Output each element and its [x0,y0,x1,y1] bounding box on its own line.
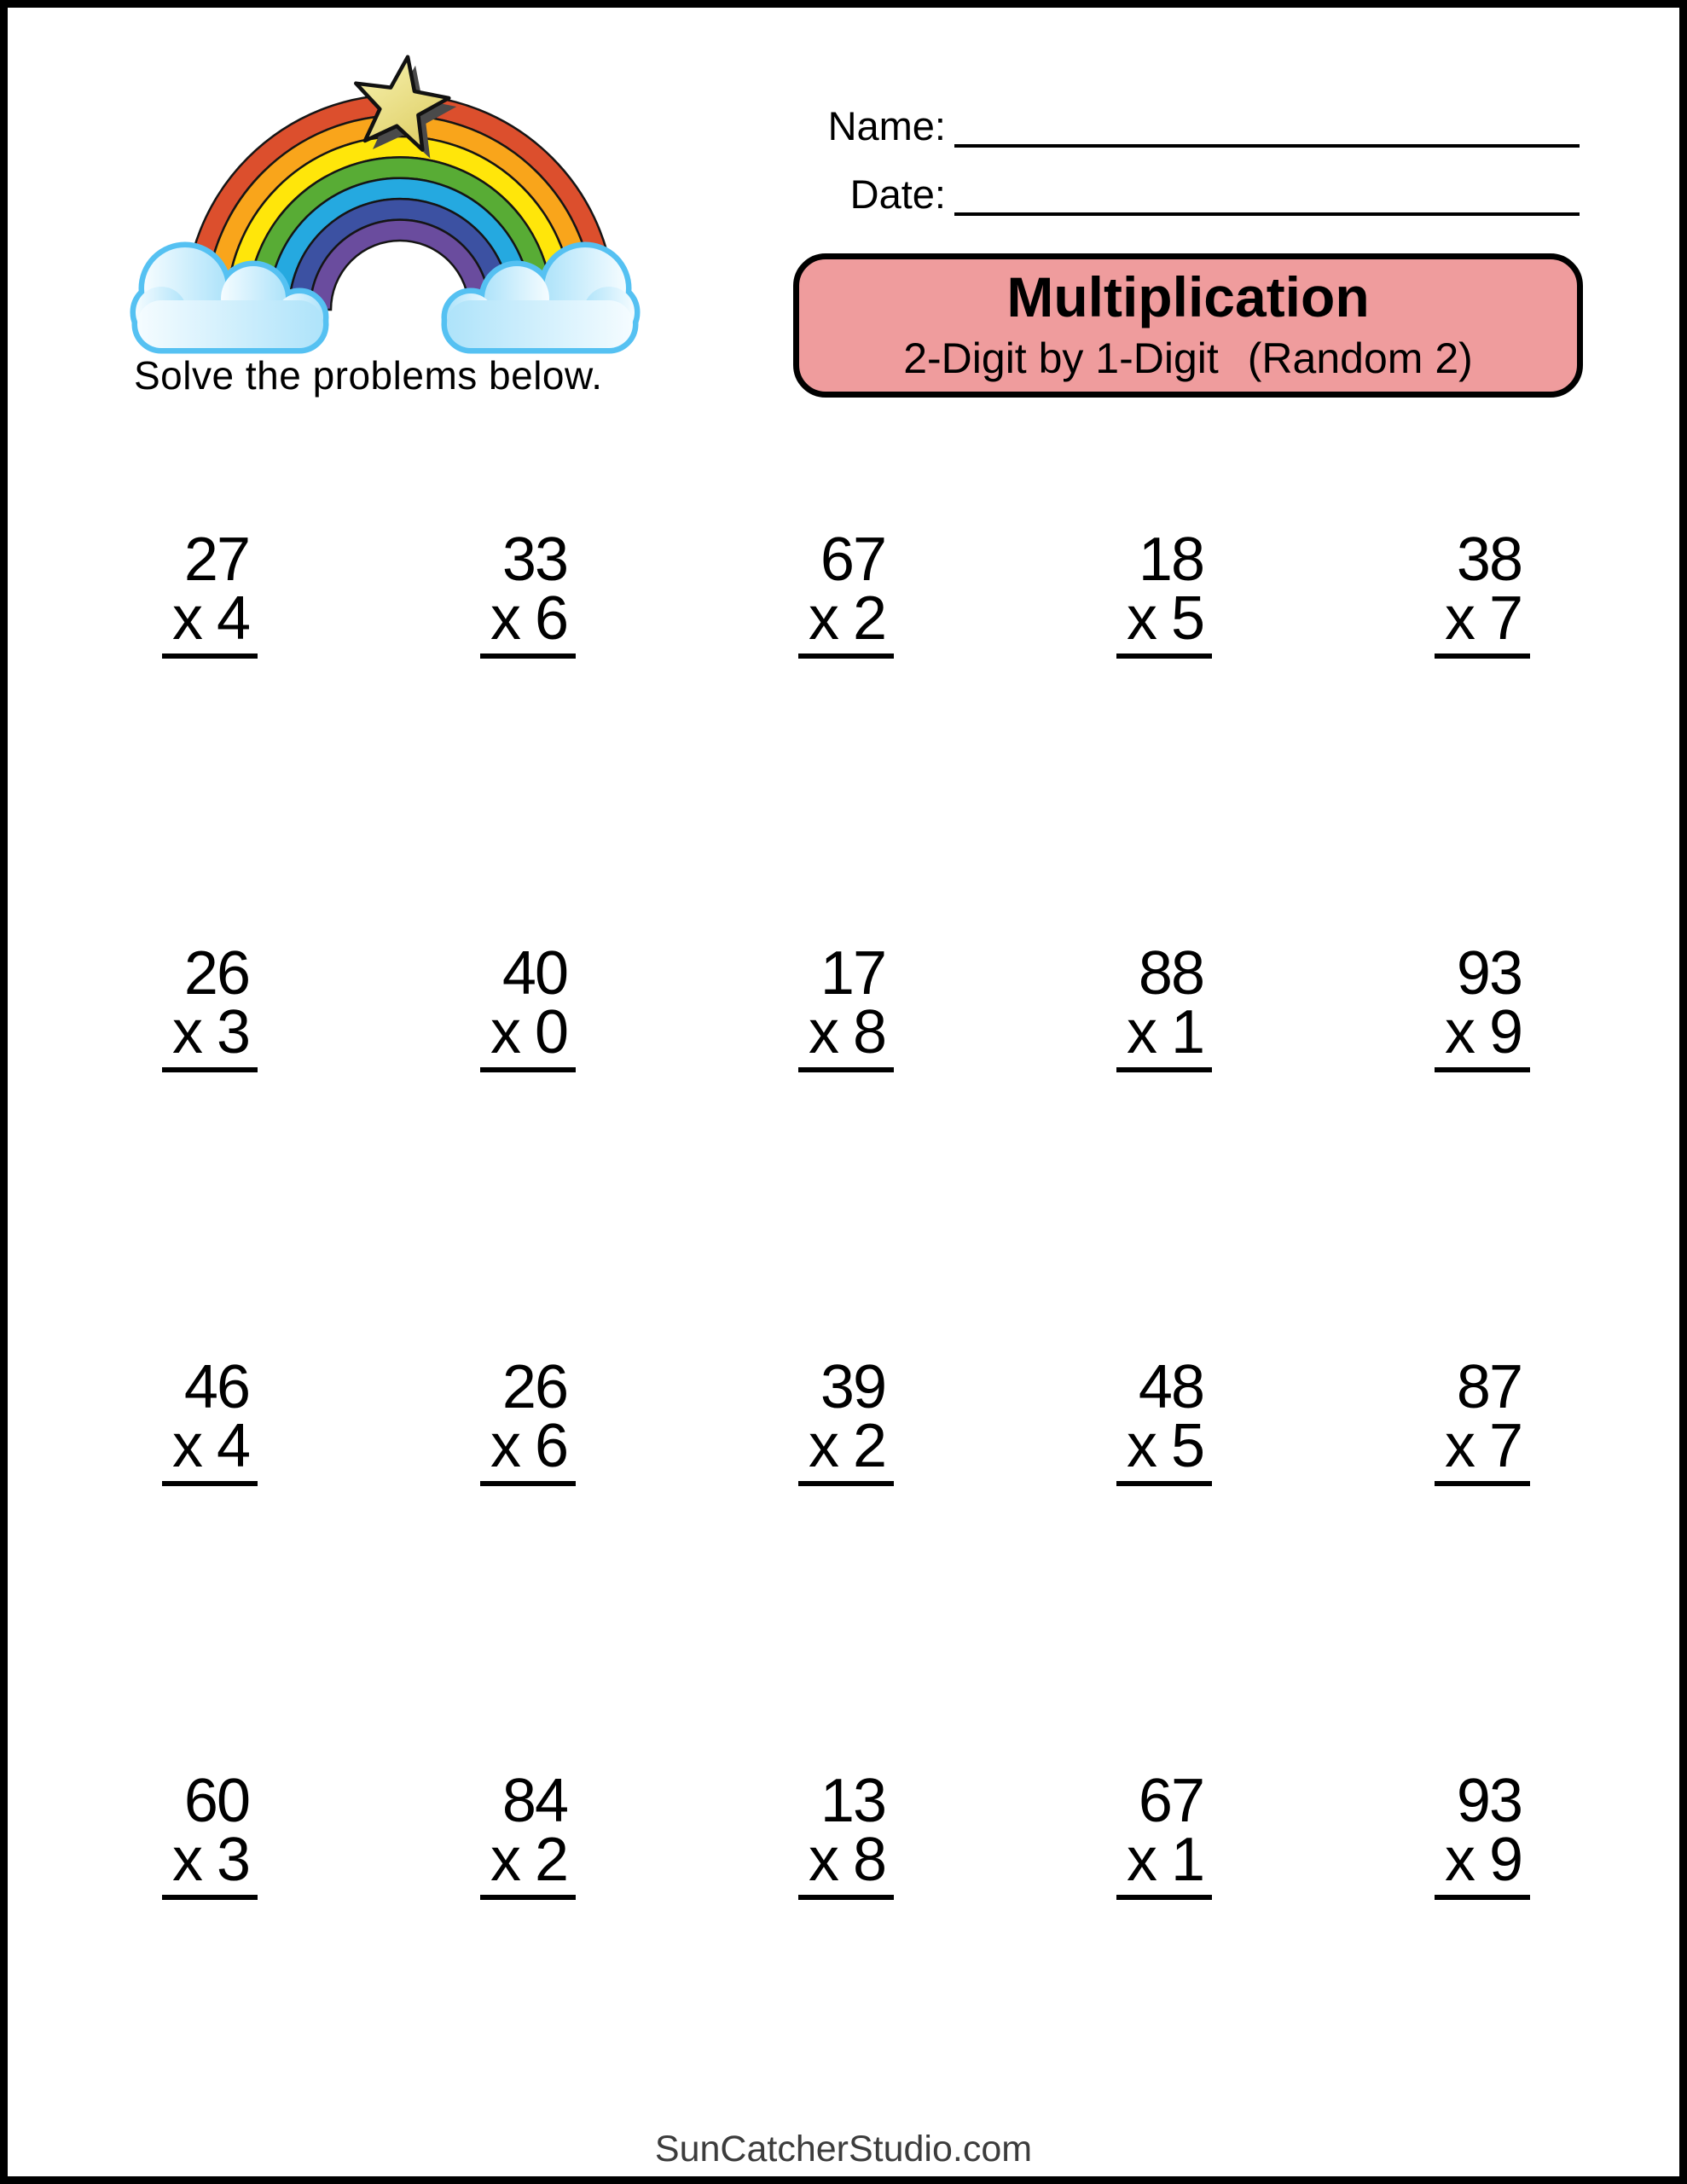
answer-line [162,1895,258,1900]
multiplier: 6 [534,1412,567,1480]
footer-site-text: SunCatcherStudio.com [654,2129,1033,2169]
multiplicand: 84 [501,1767,567,1835]
multiplier: 6 [534,584,567,653]
problem-2 [480,526,712,944]
header-fields [818,103,1580,216]
multiply-sign: x [1444,998,1474,1066]
problem-14 [1116,1353,1348,1772]
multiplier-row [1126,998,1203,1066]
problems-grid [76,526,1667,2184]
multiply-sign: x [171,998,201,1066]
rainbow-illustration [110,46,656,404]
multiplier: 8 [852,1826,885,1894]
problem-6 [162,939,394,1358]
subtitle-text: 2-Digit by 1-Digit [903,334,1219,382]
multiplier-row [1444,998,1522,1066]
multiply-sign: x [1444,1826,1474,1894]
multiplicand: 48 [1138,1353,1203,1421]
multiplier-row [1126,584,1203,653]
answer-line [1435,1481,1530,1486]
answer-line [1116,1481,1212,1486]
worksheet-title: Multiplication [1006,265,1370,328]
multiplicand: 87 [1456,1353,1522,1421]
multiply-sign: x [808,1826,838,1894]
problem-7 [480,939,712,1358]
problem-17 [480,1767,712,2184]
multiplier: 1 [1170,998,1203,1066]
multiplier: 1 [1170,1826,1203,1894]
multiplier-row [808,584,885,653]
multiplier: 5 [1170,584,1203,653]
multiplicand: 26 [501,1353,567,1421]
answer-line [480,653,576,659]
multiplier: 9 [1488,998,1522,1066]
problem-1 [162,526,394,944]
multiplier: 5 [1170,1412,1203,1480]
answer-line [162,1067,258,1072]
multiply-sign: x [1444,1412,1474,1480]
multiply-sign: x [490,1412,519,1480]
multiplier-row [171,1826,249,1894]
answer-line [798,1895,894,1900]
multiplicand: 88 [1138,939,1203,1008]
answer-line [1435,1895,1530,1900]
name-write-line [954,100,1580,148]
problem-3 [798,526,1030,944]
problem-20 [1435,1767,1667,2184]
multiplier-row [1444,1412,1522,1480]
multiplier: 2 [534,1826,567,1894]
problem-4 [1116,526,1348,944]
problem-9 [1116,939,1348,1358]
multiplier-row [490,584,567,653]
multiplier: 7 [1488,584,1522,653]
answer-line [1435,653,1530,659]
multiplier: 2 [852,584,885,653]
multiplicand: 38 [1456,526,1522,594]
multiplicand: 33 [501,526,567,594]
multiply-sign: x [1126,584,1156,653]
multiply-sign: x [490,998,519,1066]
multiplier: 4 [216,1412,249,1480]
problem-8 [798,939,1030,1358]
problem-16 [162,1767,394,2184]
multiplier: 0 [534,998,567,1066]
name-field-row [818,103,1580,148]
multiplier: 8 [852,998,885,1066]
multiplier-row [1126,1826,1203,1894]
worksheet-subtitle [799,335,1577,381]
multiplicand: 18 [1138,526,1203,594]
multiplicand: 40 [501,939,567,1008]
multiply-sign: x [808,584,838,653]
answer-line [1435,1067,1530,1072]
problem-18 [798,1767,1030,2184]
multiplier-row [490,998,567,1066]
multiplier-row [171,584,249,653]
multiplier-row [1126,1412,1203,1480]
answer-line [798,1481,894,1486]
multiplier-row [171,1412,249,1480]
answer-line [798,653,894,659]
multiply-sign: x [490,1826,519,1894]
answer-line [480,1481,576,1486]
multiplier: 2 [852,1412,885,1480]
multiplicand: 27 [183,526,249,594]
answer-line [162,653,258,659]
multiplicand: 26 [183,939,249,1008]
problem-13 [798,1353,1030,1772]
answer-line [480,1067,576,1072]
multiplier-row [808,1826,885,1894]
multiply-sign: x [1126,1412,1156,1480]
problem-5 [1435,526,1667,944]
multiply-sign: x [171,584,201,653]
multiplicand: 17 [820,939,885,1008]
multiply-sign: x [808,998,838,1066]
problem-12 [480,1353,712,1772]
multiplicand: 67 [1138,1767,1203,1835]
multiplicand: 67 [820,526,885,594]
multiplicand: 93 [1456,939,1522,1008]
multiplier: 3 [216,998,249,1066]
answer-line [162,1481,258,1486]
answer-line [1116,1067,1212,1072]
multiplier-row [490,1826,567,1894]
answer-line [1116,1895,1212,1900]
date-field-row [818,171,1580,216]
multiplier-row [1444,1826,1522,1894]
multiplier: 7 [1488,1412,1522,1480]
title-box [793,253,1583,398]
multiplicand: 93 [1456,1767,1522,1835]
problem-19 [1116,1767,1348,2184]
multiplier: 3 [216,1826,249,1894]
multiplier-row [808,1412,885,1480]
problem-11 [162,1353,394,1772]
multiplier-row [171,998,249,1066]
rainbow-svg [110,46,656,404]
multiply-sign: x [1444,584,1474,653]
multiplicand: 13 [820,1767,885,1835]
instruction-text: Solve the problems below. [134,353,603,398]
problem-10 [1435,939,1667,1358]
multiply-sign: x [1126,998,1156,1066]
multiplier-row [490,1412,567,1480]
date-write-line [954,168,1580,216]
subtitle-note: (Random 2) [1247,334,1473,382]
multiply-sign: x [490,584,519,653]
multiply-sign: x [808,1412,838,1480]
date-label: Date: [849,171,946,217]
problem-15 [1435,1353,1667,1772]
multiplicand: 39 [820,1353,885,1421]
multiplier-row [808,998,885,1066]
answer-line [798,1067,894,1072]
answer-line [480,1895,576,1900]
multiply-sign: x [1126,1826,1156,1894]
multiplier-row [1444,584,1522,653]
multiply-sign: x [171,1826,201,1894]
multiplier: 4 [216,584,249,653]
multiplier: 9 [1488,1826,1522,1894]
multiplicand: 60 [183,1767,249,1835]
name-label: Name: [827,103,946,148]
answer-line [1116,653,1212,659]
multiply-sign: x [171,1412,201,1480]
multiplicand: 46 [183,1353,249,1421]
